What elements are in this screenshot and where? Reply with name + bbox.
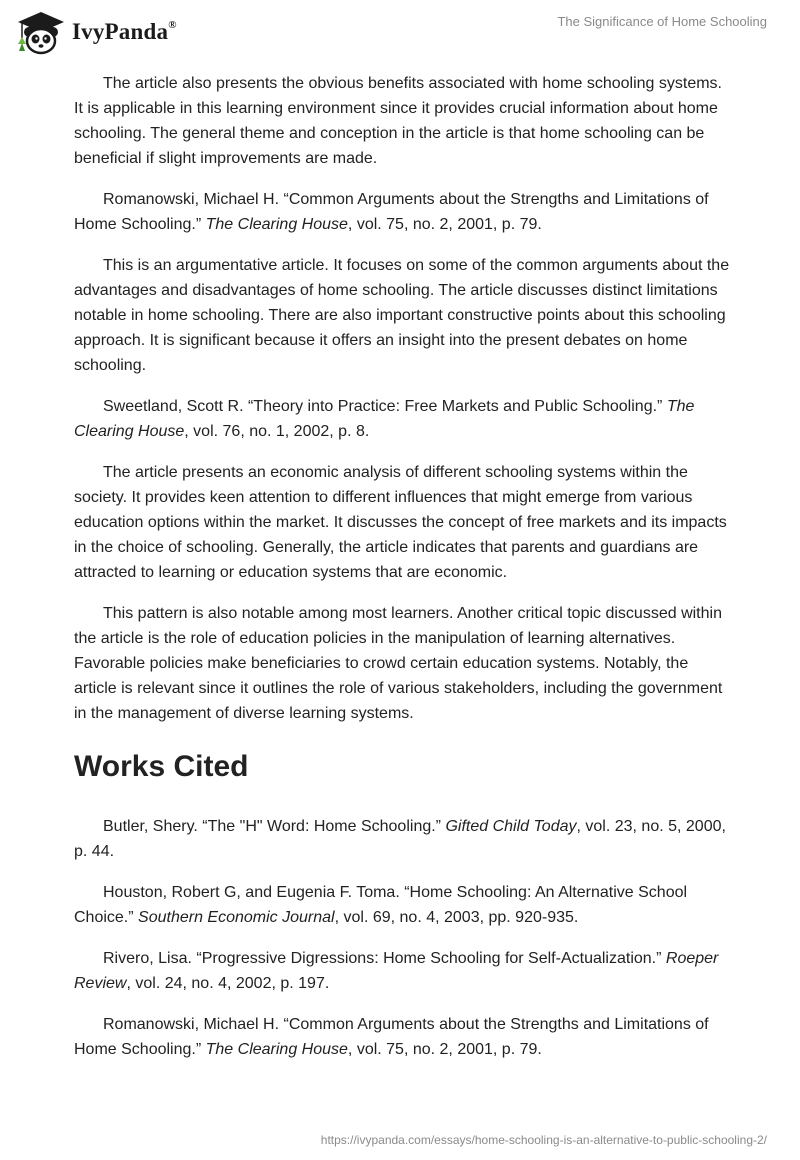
page-header xyxy=(0,0,800,70)
works-cited-entry: Rivero, Lisa. “Progressive Digressions: Home Schooling for Self-Actualization.” Roeper Review, vol. 24, no. 4, 2002, p. 197. xyxy=(74,950,719,992)
works-cited-entry: Butler, Shery. “The "H" Word: Home Schooling.” Gifted Child Today, vol. 23, no. 5, 2000, p. 44. xyxy=(74,818,726,860)
body-paragraph: The article also presents the obvious benefits associated with home schooling systems. It is applicable in this learning environment since it provides crucial information about home schooling. The general theme and conception in the article is that home schooling can be beneficial if slight improvements are made. xyxy=(74,75,722,167)
citation-paragraph: Sweetland, Scott R. “Theory into Practice: Free Markets and Public Schooling.” The Clearing House, vol. 76, no. 1, 2002, p. 8. xyxy=(74,398,695,440)
source-url-link[interactable]: https://ivypanda.com/essays/home-schooling-is-an-alternative-to-public-schooling-2/ xyxy=(320,1133,767,1147)
works-cited-entry: Houston, Robert G, and Eugenia F. Toma. “Home Schooling: An Alternative School Choice.” Southern Economic Journal, vol. 69, no. 4, 2003, pp. 920-935. xyxy=(74,884,688,926)
journal-title: The Clearing House xyxy=(205,1041,348,1058)
journal-title: Southern Economic Journal xyxy=(138,909,335,926)
ivypanda-logo[interactable] xyxy=(14,8,177,56)
body-paragraph: This pattern is also notable among most learners. Another critical topic discussed within the article is the role of education policies in the manipulation of learning alternatives. Favorable policies make beneficiaries to crowd certain education systems. Notably, the article is relevant since it outlines the role of various stakeholders, including the government in the management of diverse learning systems. xyxy=(74,605,723,722)
works-cited-heading: Works Cited xyxy=(74,750,249,783)
journal-title: The Clearing House xyxy=(74,398,695,440)
panda-graduate-icon xyxy=(14,8,68,56)
logo-wordmark: IvyPanda® xyxy=(72,19,177,44)
works-cited-entry: Romanowski, Michael H. “Common Arguments about the Strengths and Limitations of Home Schooling.” The Clearing House, vol. 75, no. 2, 2001, p. 79. xyxy=(74,1016,709,1058)
essay-content xyxy=(74,71,734,1062)
body-paragraph: The article presents an economic analysis of different schooling systems within the society. It provides keen attention to different influences that might emerge from various education options within the market. It discusses the concept of free markets and its impacts in the choice of schooling. Generally, the article indicates that parents and guardians are attracted to learning or education systems that are economic. xyxy=(74,464,727,581)
body-paragraph: This is an argumentative article. It focuses on some of the common arguments about the advantages and disadvantages of home schooling. The article discusses distinct limitations notable in home schooling. There are also important constructive points about this schooling approach. It is significant because it offers an insight into the present debates on home schooling. xyxy=(74,257,730,374)
journal-title: Gifted Child Today xyxy=(445,818,577,835)
running-title: The Significance of Home Schooling xyxy=(557,14,767,29)
journal-title: The Clearing House xyxy=(205,216,348,233)
citation-paragraph: Romanowski, Michael H. “Common Arguments about the Strengths and Limitations of Home Schooling.” The Clearing House, vol. 75, no. 2, 2001, p. 79. xyxy=(74,191,709,233)
journal-title: Roeper Review xyxy=(74,950,719,992)
